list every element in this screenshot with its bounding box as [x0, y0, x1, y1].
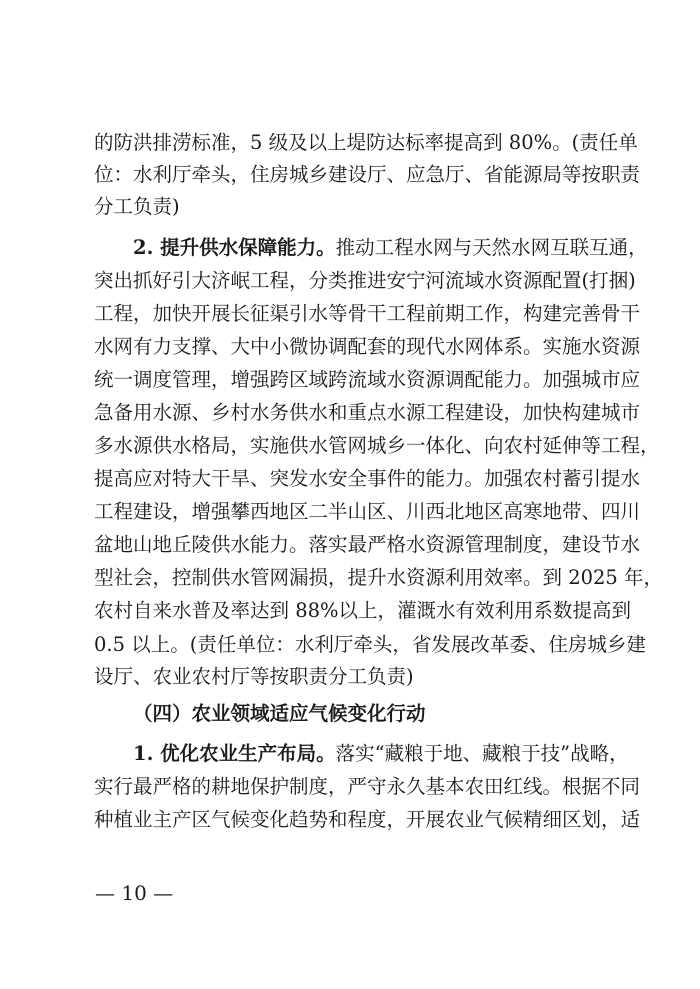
text-line: 统一调度管理，增强跨区域跨流域水资源调配能力。加强城市应 [94, 368, 641, 391]
text-line: 工程建设，增强攀西地区二半山区、川西北地区高寒地带、四川 [94, 500, 641, 523]
text-line: 突出抓好引大济岷工程，分类推进安宁河流域水资源配置(打捆) [94, 269, 636, 292]
text-line: 分工负责) [94, 195, 180, 218]
paragraph-heading: 2. 提升供水保障能力。 [133, 236, 336, 259]
page-number: — 10 — [95, 881, 174, 905]
text-line: 0.5 以上。(责任单位：水利厅牵头，省发展改革委、住房城乡建 [94, 633, 646, 656]
text-line: 多水源供水格局，实施供水管网城乡一体化、向农村延伸等工程， [94, 434, 660, 457]
text-line: 种植业主产区气候变化趋势和程度，开展农业气候精细区划，适 [94, 808, 641, 831]
paragraph-text: 推动工程水网与天然水网互联互通， [335, 236, 648, 259]
text-line: 位：水利厅牵头，住房城乡建设厅、应急厅、省能源局等按职责 [94, 163, 641, 186]
text-line: 工程，加快开展长征渠引水等骨干工程前期工作，构建完善骨干 [94, 302, 641, 325]
paragraph-opening-line [133, 742, 629, 766]
text-line: 的防洪排涝标准，5 级及以上堤防达标率提高到 80%。(责任单 [94, 131, 638, 154]
paragraph-opening-line [133, 236, 648, 260]
text-line: 农村自来水普及率达到 88%以上，灌溉水有效利用系数提高到 [94, 599, 632, 622]
text-line: 盆地山地丘陵供水能力。落实最严格水资源管理制度，建设节水 [94, 533, 641, 556]
section-heading: （四）农业领域适应气候变化行动 [133, 702, 426, 725]
text-line: 急备用水源、乡村水务供水和重点水源工程建设，加快构建城市 [94, 401, 641, 424]
paragraph-heading: 1. 优化农业生产布局。 [133, 742, 336, 765]
text-line: 水网有力支撑、大中小微协调配套的现代水网体系。实施水资源 [94, 335, 641, 358]
text-line: 设厅、农业农村厅等按职责分工负责) [94, 665, 414, 688]
text-line: 型社会，控制供水管网漏损，提升水资源利用效率。到 2025 年， [94, 566, 664, 589]
text-line: 实行最严格的耕地保护制度，严守永久基本农田红线。根据不同 [94, 775, 641, 798]
paragraph-text: 落实“藏粮于地、藏粮于技”战略， [335, 742, 629, 765]
text-line: 提高应对特大干旱、突发水安全事件的能力。加强农村蓄引提水 [94, 467, 641, 490]
